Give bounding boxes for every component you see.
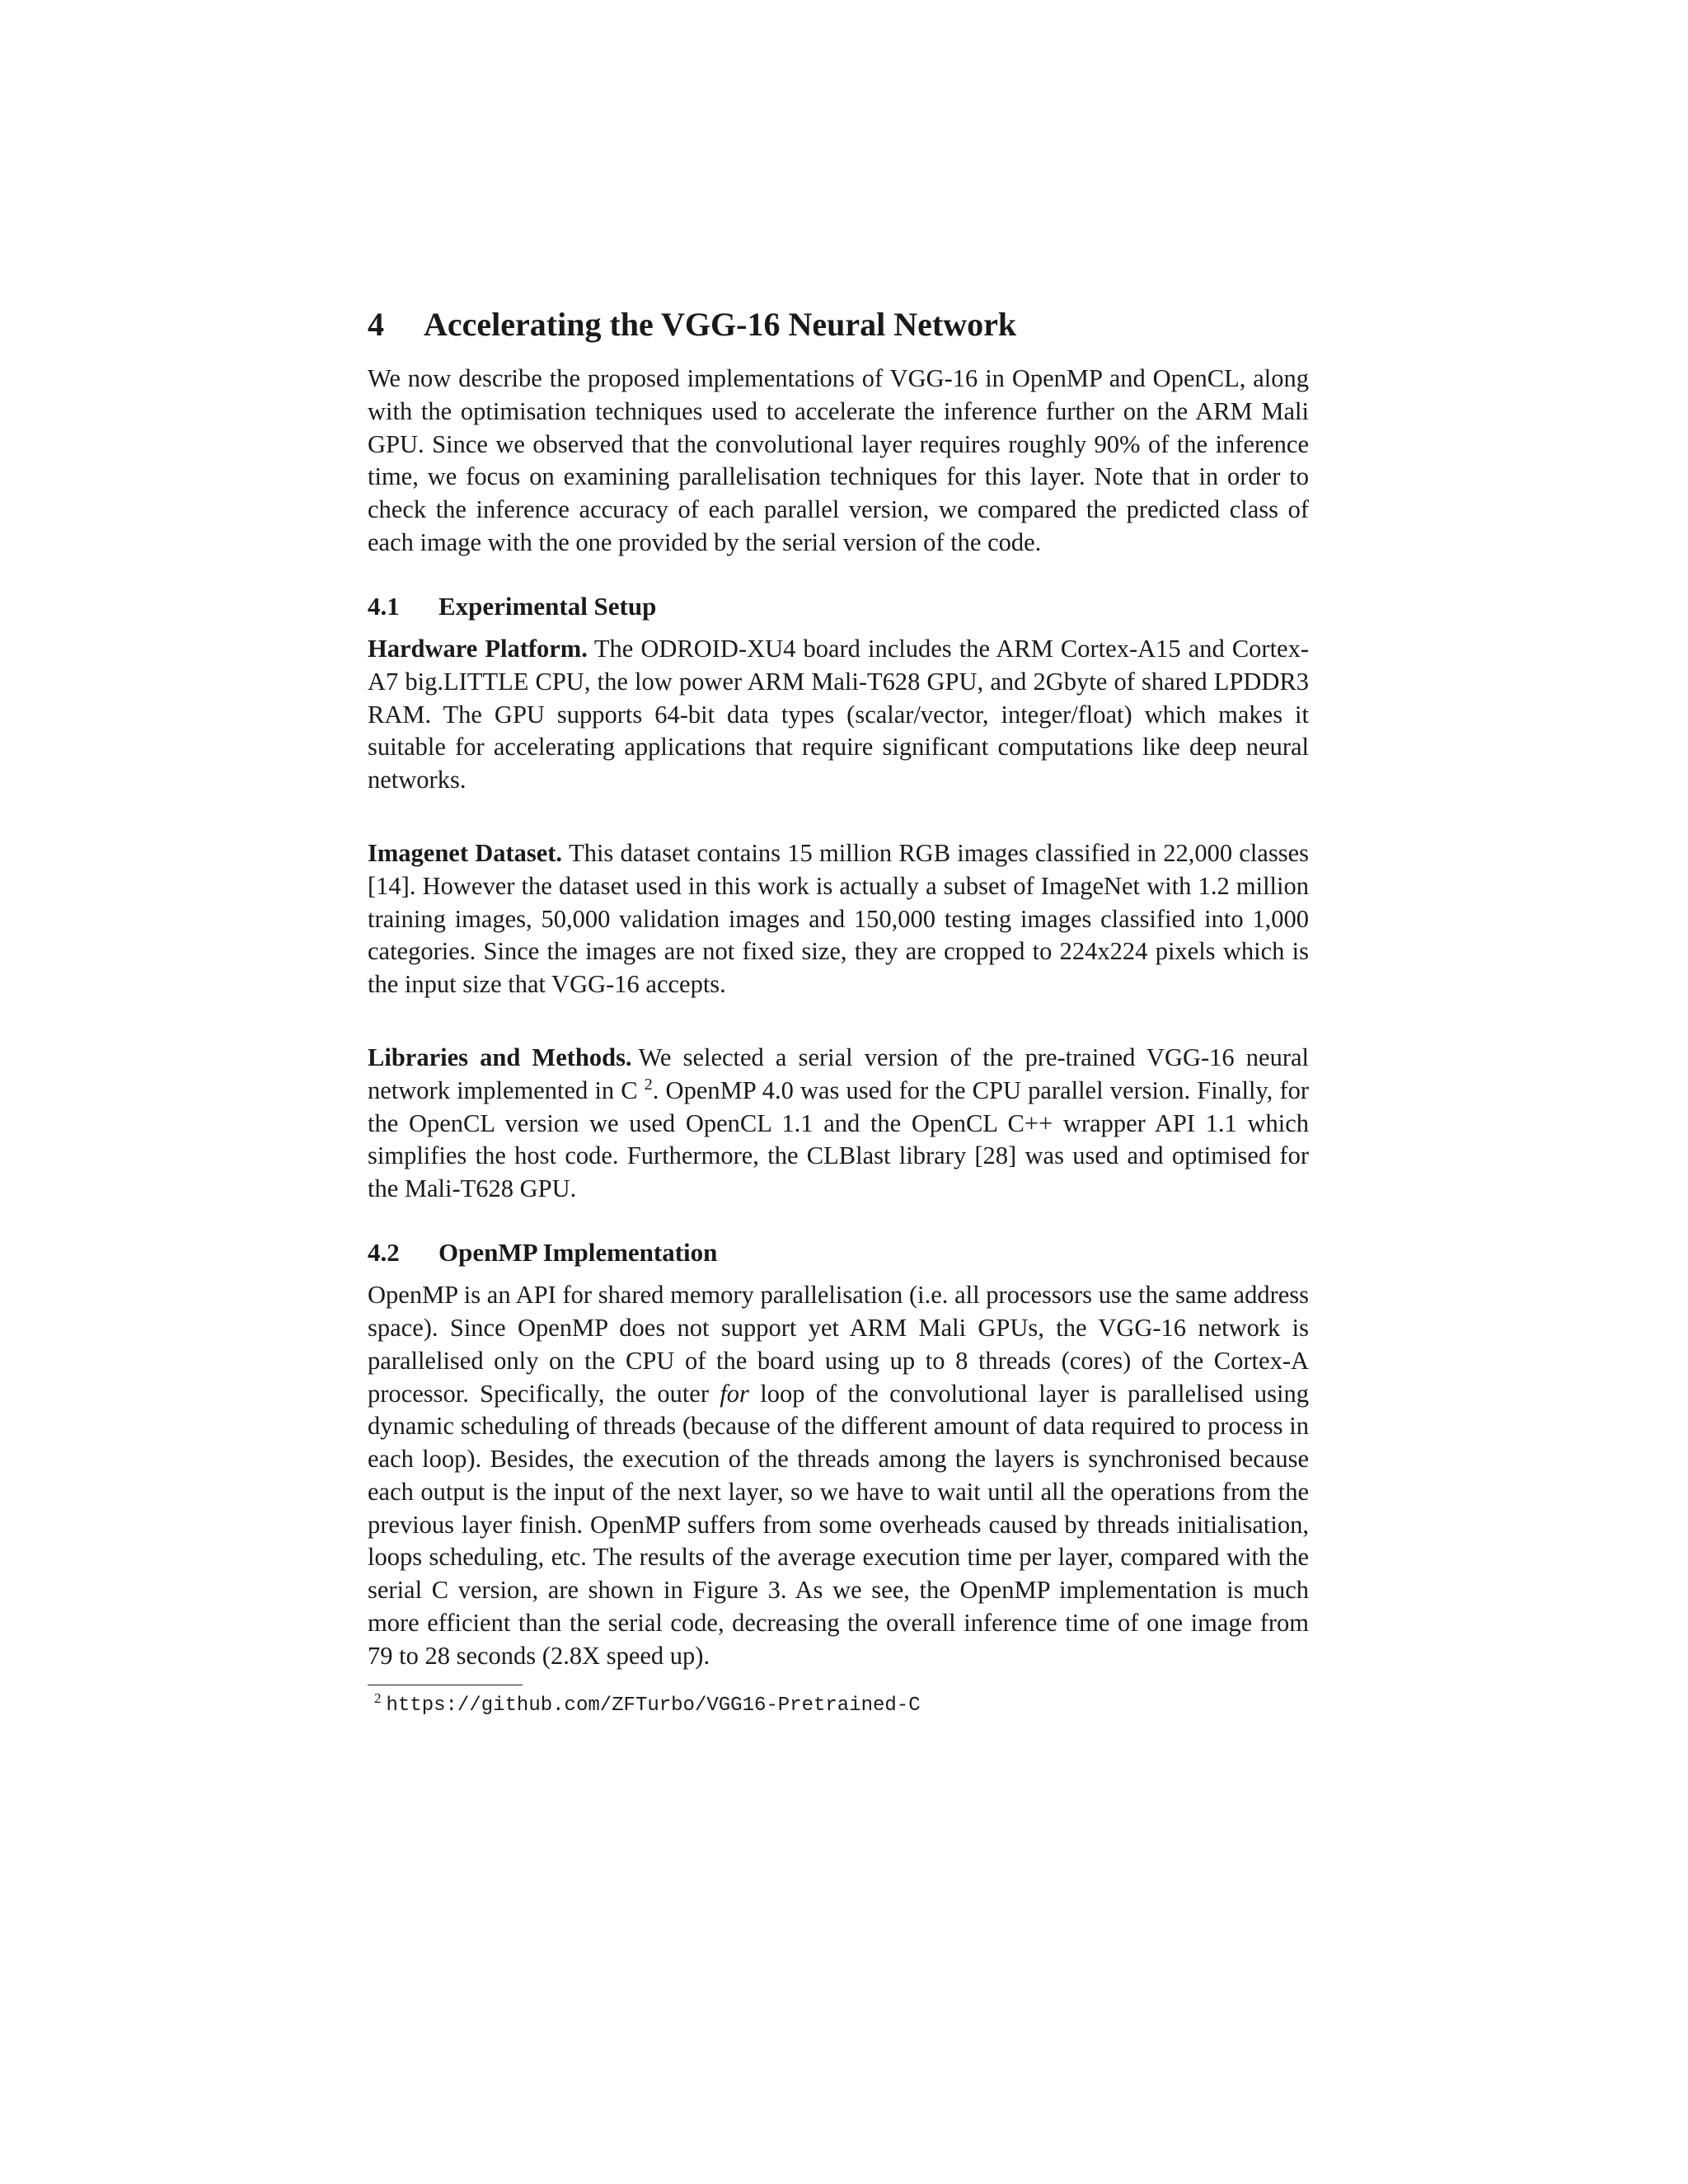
- footnote: [368, 1692, 1309, 1718]
- hardware-paragraph: [368, 633, 1309, 797]
- subsection-number: 4.2: [368, 1237, 400, 1267]
- libraries-run-in-heading: Libraries and Methods.: [368, 1043, 632, 1071]
- hardware-text: The ODROID-XU4 board includes the ARM Cortex-A15 and Cortex-A7 big.LITTLE CPU, the low power ARM Mali-T628 GPU, and 2Gbyte of shared LPDDR3 RAM. The GPU supports 64-bit data types (scalar/vector, integer/float) which makes it suitable for accelerating applications that require significant computations like deep neural networks.: [368, 634, 1309, 794]
- openmp-text-b: loop of the convolutional layer is parallelised using dynamic scheduling of threads (because of the different amount of data required to process in each loop). Besides, the execution of the threads among the layers is synchronised because each output is the input of the next layer, so we have to wait until all the operations from the previous layer finish. OpenMP suffers from some overheads caused by threads initialisation, loops scheduling, etc. The results of the average execution time per layer, compared with the serial C version, are shown in Figure 3. As we see, the OpenMP implementation is much more efficient than the serial code, decreasing the overall inference time of one image from 79 to 28 seconds (2.8X speed up).: [368, 1379, 1310, 1670]
- section-number: 4: [368, 306, 384, 343]
- hardware-run-in-heading: Hardware Platform.: [368, 634, 588, 663]
- section-heading: [368, 305, 1309, 344]
- dataset-text: This dataset contains 15 million RGB images classified in 22,000 classes [14]. However the dataset used in this work is actually a subset of ImageNet with 1.2 million training images, 50,000 validation images and 150,000 testing images classified into 1,000 categories. Since the images are not fixed size, they are cropped to 224x224 pixels which is the input size that VGG-16 accepts.: [368, 838, 1309, 999]
- openmp-text-a: OpenMP is an API for shared memory parallelisation (i.e. all processors use the same address space). Since OpenMP does not support yet ARM Mali GPUs, the VGG-16 network is parallelised only on the CPU of the board using up to 8 threads (cores) of the Cortex-A processor. Specifically, the outer: [368, 1281, 1309, 1408]
- libraries-text-a: We selected a serial version of the pre-trained VGG-16 neural network implemented in C: [368, 1043, 1309, 1104]
- footnote-number: 2: [374, 1690, 382, 1706]
- openmp-italic-for: for: [720, 1379, 749, 1408]
- libraries-paragraph: [368, 1042, 1309, 1206]
- subsection-number: 4.1: [368, 591, 400, 621]
- section-title: Accelerating the VGG-16 Neural Network: [424, 306, 1017, 343]
- dataset-paragraph: [368, 837, 1309, 1001]
- subsection-heading-4-2: [368, 1237, 1309, 1268]
- footnote-url: https://github.com/ZFTurbo/VGG16-Pretrained-C: [386, 1694, 921, 1717]
- subsection-title: OpenMP Implementation: [438, 1237, 718, 1267]
- openmp-paragraph: [368, 1279, 1309, 1673]
- paper-page: [368, 305, 1309, 1718]
- section-intro-paragraph: We now describe the proposed implementations of VGG-16 in OpenMP and OpenCL, along with the optimisation techniques used to accelerate the inference further on the ARM Mali GPU. Since we observed that the convolutional layer requires roughly 90% of the inference time, we focus on examining parallelisation techniques for this layer. Note that in order to check the inference accuracy of each parallel version, we compared the predicted class of each image with the one provided by the serial version of the code.: [368, 364, 1309, 556]
- libraries-text-b: . OpenMP 4.0 was used for the CPU parallel version. Finally, for the OpenCL version we used OpenCL 1.1 and the OpenCL C++ wrapper API 1.1 which simplifies the host code. Furthermore, the CLBlast library [28] was used and optimised for the Mali-T628 GPU.: [368, 1076, 1310, 1203]
- subsection-title: Experimental Setup: [438, 591, 657, 621]
- footnote-marker: 2: [644, 1075, 653, 1094]
- dataset-run-in-heading: Imagenet Dataset.: [368, 838, 563, 867]
- subsection-heading-4-1: [368, 591, 1309, 621]
